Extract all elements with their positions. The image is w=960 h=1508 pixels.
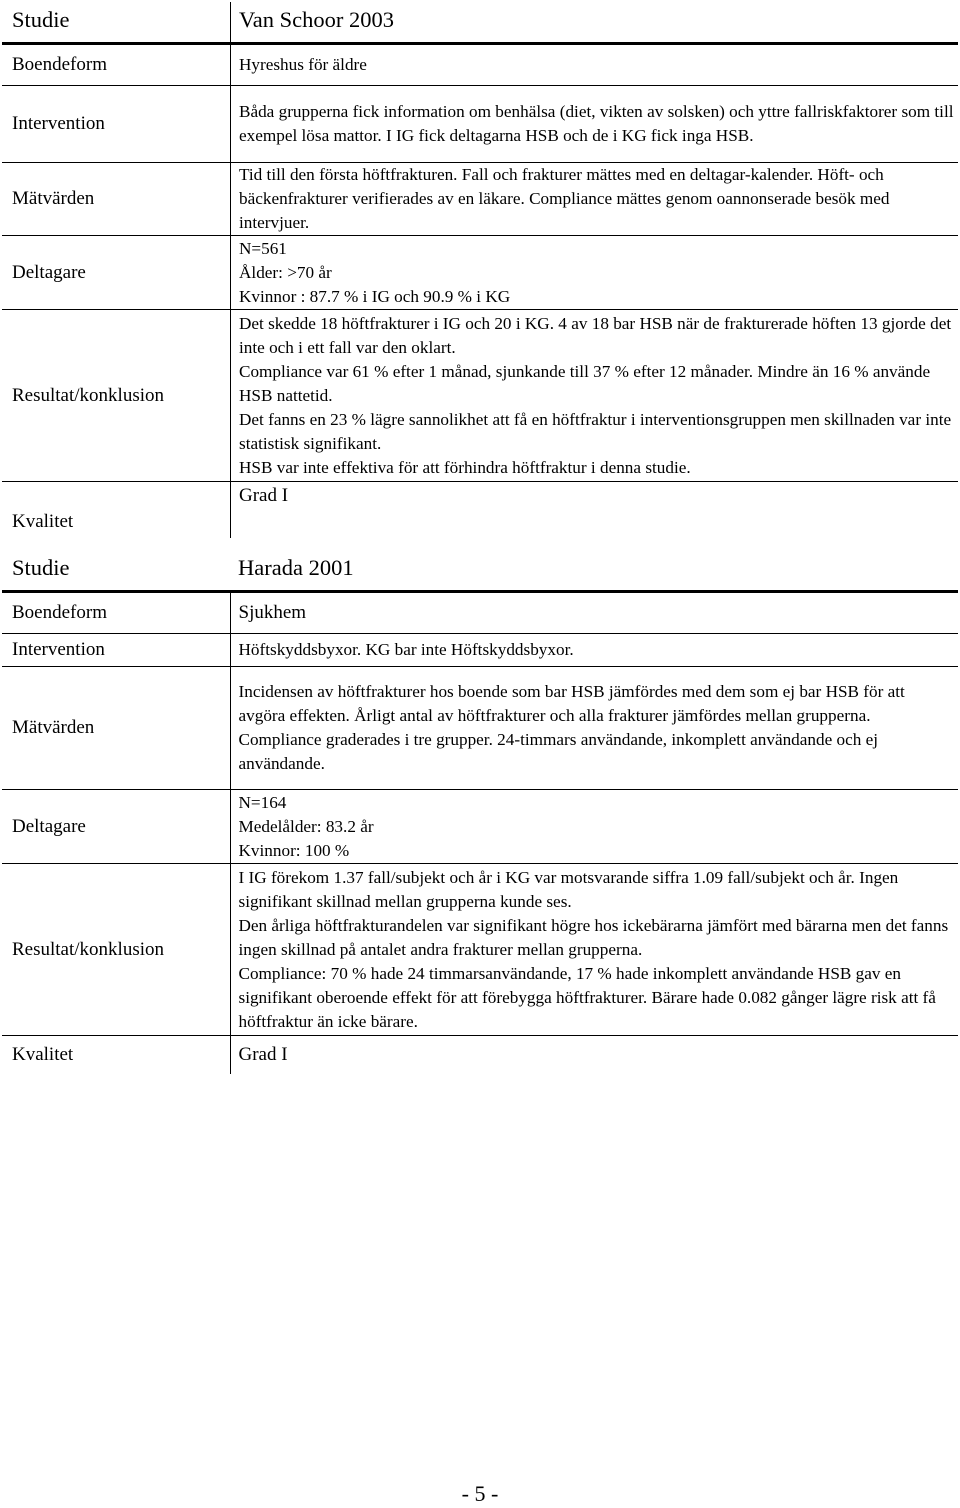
row-label: Mätvärden <box>2 667 230 790</box>
row-label: Kvalitet <box>2 482 231 538</box>
row-label: Boendeform <box>2 592 230 634</box>
study-table <box>2 2 958 538</box>
study-header-label: Studie <box>2 550 230 592</box>
row-text: Kvinnor : 87.7 % i IG och 90.9 % i KG <box>239 286 511 306</box>
row-text: Det fanns en 23 % lägre sannolikhet att få en höftfraktur i interventionsgruppen men skillnaden var inte statistisk signifikant. <box>239 409 952 453</box>
row-value <box>231 236 959 310</box>
row-text: Den årliga höftfrakturandelen var signifikant högre hos ickebärarna jämfört med bärarna men det fanns ingen skillnad på antalet andra frakturer mellan grupperna. <box>238 915 949 959</box>
row-intervention <box>2 86 958 163</box>
row-intervention <box>2 634 958 667</box>
study-header-row <box>2 550 958 592</box>
row-text: Grad I <box>239 485 289 506</box>
row-text: I IG förekom 1.37 fall/subjekt och år i KG var motsvarande siffra 1.09 fall/subjekt och år. Ingen signifikant skillnad mellan grupperna kunde ses. <box>238 867 899 911</box>
row-label: Deltagare <box>2 790 230 864</box>
row-text: HSB var inte effektiva för att förhindra höftfraktur i denna studie. <box>239 457 691 477</box>
row-text: Compliance var 61 % efter 1 månad, sjunkande till 37 % efter 12 månader. Mindre än 16 % använde HSB nattetid. <box>239 361 931 405</box>
row-value <box>231 86 959 163</box>
row-label: Intervention <box>2 634 230 667</box>
row-text: N=164 <box>238 792 287 812</box>
row-value <box>231 310 959 482</box>
row-text: Sjukhem <box>238 602 307 623</box>
study-van-schoor <box>2 2 958 538</box>
study-header-value: Van Schoor 2003 <box>231 2 959 44</box>
row-text: N=561 <box>239 238 287 258</box>
row-text: Compliance graderades i tre grupper. 24-timmars användande, inkomplett användande och ej användande. <box>238 730 879 773</box>
row-value <box>230 864 958 1036</box>
row-resultat <box>2 864 958 1036</box>
study-header-label: Studie <box>2 2 231 44</box>
row-label: Deltagare <box>2 236 231 310</box>
row-text: Grad I <box>238 1043 288 1065</box>
row-label: Resultat/konklusion <box>2 864 230 1036</box>
page-number: - 5 - <box>461 1481 499 1506</box>
row-text: Kvinnor: 100 % <box>238 840 350 860</box>
row-value <box>231 44 959 86</box>
row-label: Kvalitet <box>2 1036 230 1074</box>
study-header-value: Harada 2001 <box>230 550 958 592</box>
row-boendeform <box>2 44 958 86</box>
study-harada <box>2 550 958 1074</box>
row-label: Intervention <box>2 86 231 163</box>
row-value <box>231 482 959 538</box>
row-kvalitet <box>2 1036 958 1074</box>
row-matvarden <box>2 667 958 790</box>
row-value <box>231 163 959 236</box>
row-value <box>230 667 958 790</box>
row-label: Mätvärden <box>2 163 231 236</box>
row-value <box>230 634 958 667</box>
row-resultat <box>2 310 958 482</box>
row-text: Compliance: 70 % hade 24 timmarsanvändande, 17 % hade inkomplett användande HSB gav en signifikant oberoende effekt för att förebygga höftfrakturer. Bärare hade 0.082 gånger lägre risk att få höftfraktur än icke bärare. <box>238 963 936 1031</box>
row-text: Medelålder: 83.2 år <box>238 816 374 836</box>
row-boendeform <box>2 592 958 634</box>
row-text: Båda grupperna fick information om benhälsa (diet, vikten av solsken) och yttre fallriskfaktorer som till exempel lösa mattor. I IG fick deltagarna HSB och de i KG fick inga HSB. <box>239 102 954 145</box>
row-text: Ålder: >70 år <box>239 262 332 282</box>
row-text: Hyreshus för äldre <box>239 55 367 74</box>
row-text: Höftskyddsbyxor. KG bar inte Höftskyddsbyxor. <box>238 640 574 659</box>
row-label: Resultat/konklusion <box>2 310 231 482</box>
row-text: Tid till den första höftfrakturen. Fall och frakturer mättes med en deltagar-kalender. Höft- och bäckenfrakturer verifierades av en läkare. Compliance mättes genom oannonserade besök med intervjuer. <box>239 165 890 232</box>
row-deltagare <box>2 790 958 864</box>
row-value <box>230 592 958 634</box>
row-label: Boendeform <box>2 44 231 86</box>
row-deltagare <box>2 236 958 310</box>
row-value <box>230 1036 958 1074</box>
row-text: Incidensen av höftfrakturer hos boende som bar HSB jämfördes med dem som ej bar HSB för att avgöra effekten. Årligt antal av höftfrakturer och alla frakturer jämfördes mellan grupperna. <box>238 682 905 725</box>
row-value <box>230 790 958 864</box>
study-header-row <box>2 2 958 44</box>
row-kvalitet <box>2 482 958 538</box>
row-text: Det skedde 18 höftfrakturer i IG och 20 i KG. 4 av 18 bar HSB när de frakturerade höften 13 gjorde det inte och i ett fall var den oklart. <box>239 313 952 357</box>
row-matvarden <box>2 163 958 236</box>
study-table <box>2 550 958 1074</box>
